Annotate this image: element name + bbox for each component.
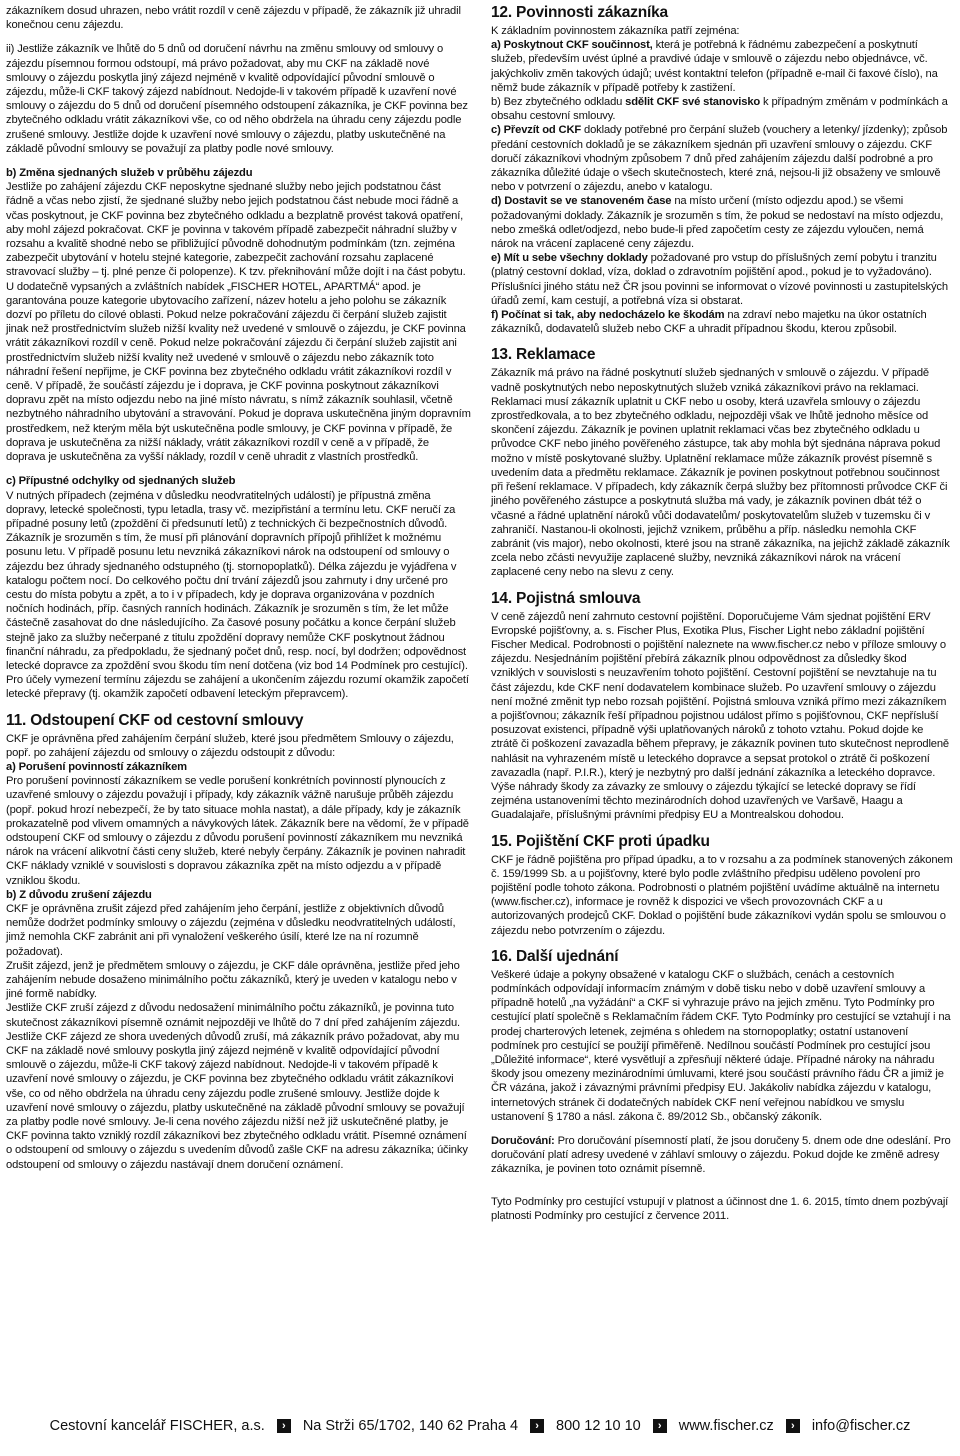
paragraph-continuation: zákazníkem dosud uhrazen, nebo vrátit rozdíl v ceně zájezdu v případě, že zákazník již uhradil konečnou cenu zájezdu. [6,5,461,32]
subsection-c-title: c) Přípustné odchylky od sjednaných služeb [6,475,236,488]
section-12-e-text: požadované pro vstup do příslušných zemí pobytu i tranzitu (platný cestovní doklad, víza, doklad o zdravotním pojištění apod., pokud je to vyžadováno). Příslušníci jiného státu než ČR jsou povinni se informovat o vízové povinnosti u zastupitelských úřadů zemí, kam cestují, a potřebná víza si obstarat. [491,252,948,307]
section-14-text: V ceně zájezdů není zahrnuto cestovní pojištění. Doporučujeme Vám sjednat pojištění ERV Evropské pojišťovny, a. s. Fischer Plus, Exotika Plus, Fischer Light nebo základní pojištění Fischer Medical. Podrobnosti o pojištění naleznete na www.fischer.cz nebo v příloze smlouvy o zájezdu. Nesjednáním pojištění přebírá zákazník plnou odpovědnost za důsledky škod vzniklých v souvislosti s neuzavřením tohoto pojištění. Cestovní pojištění se nevztahuje na tu část zájezdu, kde CKF není dodavatelem kombinace služeb. Po uzavření smlouvy o zájezdu není možné změnit typ nebo rozsah pojištění. Pojistná smlouva vzniká přímo mezi zákazníkem a pojišťovnou; zákazník řeší případnou pojistnou událost přímo s pojišťovnou, CKF nepřísluší posuzovat existenci, případně výši uplatňovaných nároků z tohoto vztahu. Pokud dojde ke ztrátě či poškození zavazadla během přepravy, je zákazník povinen tuto skutečnost neprodleně nahlásit na vyhrazeném místě u leteckého dopravce a sepsat protokol o ztrátě či poškození zavazadla (např. P.I.R.), který je nezbytný pro další jednání zákazníka a leteckého dopravce. Výše náhrady škody za závazky ze smlouvy o zájezdu týkající se letecké dopravy se řídí zejména ustanoveními těchto mezinárodních dohod uzavřených ve Varšavě, Haagu a Guadalajaře, příslušnými právními předpisy EU a Montrealskou dohodou. [491,610,950,822]
left-column [6,4,471,1172]
paragraph-ii: ii) Jestliže zákazník ve lhůtě do 5 dnů od doručení návrhu na změnu smlouvy od smlouvy o zájezdu písemnou formou odstoupí, má právo požadovat, aby mu CKF na základě nové smlouvy o zájezdu poskytla jiný zájezd nejméně v kvalitě odpovídající původní smlouvě o zájezdu, může-li CKF takový zájezd nabídnout. Nedojde-li v takovém případě k uzavření nové smlouvy o zájezdu do 5 dnů od doručení písemného odstoupení zákazníka, je CKF povinna bez zbytečného odkladu vrátit zákazníkovi vše, co od něho obdržela na úhradu ceny zájezdu podle zrušené smlouvy. Jestliže dojde k uzavření nové smlouvy o zájezdu, platby uskutečněné na základě původní smlouvy se považují za platby podle nové smlouvy. [6,43,468,155]
section-13-title: 13. Reklamace [491,346,596,364]
section-14-title: 14. Pojistná smlouva [491,589,641,607]
section-12-title: 12. Povinnosti zákazníka [491,4,668,21]
section-12-b-text: k případným změnám v podmínkách a obsahu cestovní smlouvy. [491,96,948,123]
section-12-b-lead: sdělit CKF své stanovisko [625,96,761,109]
section-12-a-text: která je potřebná k řádnému zabezpečení a poskytnutí služeb, především uvést úplné a pravdivé údaje v smlouvě o zájezdu nebo objednávce, vč. jakýchkoliv změn takových údajů; uvést kontaktní telefon (případně e-mail či faxové číslo), na němž bude zákazník v případě potřeby k zastižení. [491,39,938,94]
arrow-right-box-icon: › [277,1419,291,1433]
section-12-c-text: doklady potřebné pro čerpání služeb (vouchery a letenky/ jízdenky); způsob předání cestovních dokladů je se zákazníkem sjednán při uzavření smlouvy o zájezdu. CKF doručí zákazníkovi vhodným způsobem 7 dnů před zahájením zájezdu další podrobné a pro zákazníka důležité údaje o všech skutečnostech, které zná, nejsou-li již obsaženy ve smlouvě nebo v potvrzení o zájezdu, anebo v katalogu. [491,124,948,194]
section-11-b-text: CKF je oprávněna zrušit zájezd před zahájením jeho čerpání, jestliže z objektivních důvodů nemůže dodržet podmínky smlouvy o zájezdu (zejména v důsledku neodvratitelných událostí, jimž nemohla CKF zabránit ani při vynaložení veškerého úsilí, které lze na ní rozumně požadovat). [6,902,456,958]
section-12-intro: K základním povinnostem zákazníka patří zejména: [491,25,740,37]
section-12-e [491,251,953,308]
section-11-b-text-3: Jestliže CKF zruší zájezd z důvodu nedosažení minimálního počtu zákazníků, je povinna tuto skutečnost zákazníkovi písemně oznámit nejpozději ve lhůtě do 7 dní před zahájením zájezdu. [6,1002,461,1029]
arrow-right-box-icon: › [786,1419,800,1433]
right-column [491,4,953,1233]
section-12-d [491,194,953,251]
footer-email-link[interactable]: info@fischer.cz [811,1418,911,1434]
footer-web-link[interactable]: www.fischer.cz [678,1418,774,1434]
subsection-b-text: Jestliže po zahájení zájezdu CKF neposkytne sjednané služby nebo jejich podstatnou část řádně a včas nebo zjistí, že sjednané služby nebo jejich podstatnou část nebude moci řádně a včas poskytnout, je CKF povinna bez zbytečného odkladu a bezplatně provést taková opatření, aby mohl zájezd pokračovat. CKF je povinna v takovém případě zabezpečit náhradní služby v rozsahu a kvalitě shodné nebo se přibližující původně dohodnutým podmínkám (tzn. zejména zabezpečit ubytování v hotelu stejné kategorie, zabezpečit zachování rozsahu zaplacené stravovací služby – tj. plné penze či polopenze). K tzv. překnihování může dojít i na část pobytu. U dodatečně vypsaných a zvláštních nabídek „FISCHER HOTEL, APARTMÁ“ apod. je garantována pouze kategorie ubytovacího zařízení, název hotelu a jeho polohu se zákazník dozví po příletu do cílové oblasti. Pokud nelze pokračování zájezdu či čerpání služeb zajistit jinak než prostřednictvím služeb nižší kvality než uvedené v smlouvě o zájezdu, je CKF povinna vrátit zákazníkovi rozdíl v ceně. Pokud nelze pokračování zájezdu či čerpání služeb zajistit ani prostřednictvím služeb nižší kvality než uvedené v smlouvě o zájezdu nebo zákazník toto náhradní řešení nepřijme, je CKF povinna bez zbytečného odkladu vrátit zákazníkovi rozdíl v ceně. V případě, že součástí zájezdu je i doprava, je CKF povinna poskytnout zákazníkovi dopravu zpět na místo odjezdu nebo na jiné místo návratu, s nímž zákazník souhlasil, včetně nezbytného náhradního ubytování a stravování. Pokud je doprava uskutečněna jiným dopravním prostředkem, než kterým měla být uskutečněna podle smlouvy, je CKF povinna v případě, že doprava je uskutečněna za nižší náklady, vrátit zákazníkovi rozdíl v ceně a v případě, že doprava je uskutečněna za vyšší náklady, rozdíl v ceně uhradit z vlastních prostředků. [6,181,471,464]
section-12-f-text: na zdraví nebo majetku na úkor ostatních zákazníků, dodavatelů služeb nebo CKF a uhradit případnou škodu, kterou způsobil. [491,309,927,336]
arrow-right-box-icon: › [530,1419,544,1433]
delivery-text: Pro doručování písemností platí, že jsou doručeny 5. dnem ode dne odeslání. Pro doručování platí adresy uvedené v záhlaví smlouvy o zájezdu. Pokud dojde ke změně adresy zákazníka, je povinen toto oznámit písemně. [491,1135,951,1176]
arrow-right-box-icon: › [653,1419,667,1433]
section-12-c [491,123,953,194]
section-12-b-pre: b) Bez zbytečného odkladu [491,96,626,109]
validity-paragraph: Tyto Podmínky pro cestující vstupují v platnost a účinnost dne 1. 6. 2015, tímto dnem pozbývají platnosti Podmínky pro cestující z července 2011. [491,1195,949,1222]
section-11-a-text: Pro porušení povinností zákazníkem se vedle porušení konkrétních povinností plynoucích z uzavřené smlouvy o zájezdu považují i případy, kdy zákazník vážně narušuje průběh zájezdu (popř. pokud hrozí nebezpečí, že by tato situace mohla nastat), a dále případy, kdy je zákazník prokazatelně pod vlivem omamných a návykových látek. Zákazník bere na vědomí, že v případě odstoupení CKF od smlouvy o zájezdu z důvodu porušení povinností zákazníkem mu nevzniká nárok na vrácení alikvotní části ceny služeb, které nebyly čerpány. Zákazník je povinen nahradit CKF náklady vzniklé v souvislosti s dopravou zákazníka zpět na místo odjezdu a v případě vzniklou škodu. [6,775,469,887]
delivery-paragraph [491,1134,953,1177]
section-12-f-lead: f) Počínat si tak, aby nedocházelo ke škodám [491,309,725,322]
delivery-lead: Doručování: [491,1135,555,1148]
footer-phone[interactable]: 800 12 10 10 [556,1418,641,1434]
section-12-a [491,38,953,95]
section-16-title: 16. Další ujednání [491,947,619,965]
section-11-intro: CKF je oprávněna před zahájením čerpání služeb, které jsou předmětem Smlouvy o zájezdu, popř. po zahájení zájezdu od smlouvy o zájezdu odstoupit z důvodu: [6,732,454,759]
section-12-e-lead: e) Mít u sebe všechny doklady [491,252,648,265]
section-16-text: Veškeré údaje a pokyny obsažené v katalogu CKF o službách, cenách a cestovních podmínkách odpovídají informacím známým v době tisku nebo v době uzavření smlouvy a případně hotelů „na vyžádání“ a CKF si vyhrazuje právo na jejich změnu. Tyto Podmínky pro cestující platí společně s Reklamačním řádem CKF. Tyto Podmínky pro cestující se vztahují i na prodej charterových letenek, zejména s ohledem na stornopoplatky; ostatní ustanovení podmínek pro cestující se použijí přiměřeně. Nedílnou součástí Podmínek pro cestující jsou „Důležité informace“, které vysvětlují a zpřesňují některé údaje. Případné nároky na náhradu škody jsou omezeny mezinárodními úmluvami, které jsou součástí právního řádu ČR a jimiž je ČR vázána, jakož i závaznými právními předpisy EU. Jakákoliv nabídka zájezdu v katalogu, internetových stránek či dodatečných nabídek CKF není veřejnou nabídkou ve smyslu ustanovení § 1780 a násl. zákona č. 89/2012 Sb., občanský zákoník. [491,968,951,1123]
footer-contact-bar [0,1411,960,1441]
section-12-d-lead: d) Dostavit se ve stanoveném čase [491,195,672,208]
subsection-b-title: b) Změna sjednaných služeb v průběhu zájezdu [6,167,253,180]
section-12-c-lead: c) Převzít od CKF [491,124,582,137]
section-15-title: 15. Pojištění CKF proti úpadku [491,832,710,850]
section-12-f [491,308,953,336]
subsection-c-text: V nutných případech (zejména v důsledku neodvratitelných událostí) je přípustná změna dopravy, letecké společnosti, typu letadla, trasy vč. mezipřistání a termínu letu. CKF neručí za případné posuny letů (zpoždění či předsunutí letů) z technických či bezpečnostních důvodů. Zákazník je srozuměn s tím, že musí při plánování dopravních přípojů přihlížet k možnému posunu letu. V případě posunu letu nevzniká zákazníkovi nárok na odstoupení od smlouvy o zájezdu bez úhrady sjednaného odstupného (tj. stornopoplatků). Délka zájezdu je vyjádřena v katalogu počtem nocí. Do celkového počtu dní trvání zájezdů jsou zahrnuty i dny určené pro cestu do místa pobytu a zpět, a to i v případech, kdy je doprava organizována v pozdních nočních hodinách, příp. časných ranních hodinách. Zákazník je srozuměn s tím, že let může částečně zasahovat do dne následujícího. Za časové posuny počátku a konce čerpání služeb stejně jako za služby nečerpané z titulu zpoždění dopravy nemůže CKF poskytnout žádnou finanční náhradu, za předpokladu, že sjednaný počet dnů, resp. nocí, byl dodržen; odpovědnost letecké dopravce za zpoždění svou škodu tím není dotčena (viz bod 14 Podmínek pro cestující). Pro účely vymezení termínu zájezdu se zahájení a ukončením zájezdu rozumí okamžik započetí letecké přepravy (tj. okamžik započetí odbavení leteckým přepravcem). [6,489,469,701]
section-11-a-title: a) Porušení povinností zákazníkem [6,760,187,773]
section-13-text: Zákazník má právo na řádné poskytnutí služeb sjednaných v smlouvě o zájezdu. V případě vadně poskytnutých nebo neposkytnutých služeb vzniká zákazníkovi právo na reklamaci. Reklamaci musí zákazník uplatnit u CKF nebo u osoby, která uzavřela smlouvy o zájezdu zprostředkovala, a to bez zbytečného odkladu, nejpozději však ve lhůtě jednoho měsíce od skončení zájezdu. Zákazník je povinen uplatnit reklamaci včas bez zbytečného odkladu u průvodce CKF nebo jiného pověřeného zástupce, tak aby mohla být sjednána náprava pokud možno v místě poskytované služby. Uplatnění reklamace může zákazník provést písemně s uvedením data a předmětu reklamace. Zákazník je povinen poskytnout potřebnou součinnost při řešení reklamace. V případech, kdy zákazník čerpá služby bez přítomnosti průvodce CKF či jiného pověřeného zástupce a poskytnutá služba má vady, je zákazník povinen dbát též o včasné a řádné uplatnění nároků vůči dodavatelům/ poskytovatelům služeb v tuzemsku či v zahraničí. Nastanou-li okolnosti, jejichž vznikem, průběhu a příp. následku nemohla CKF zabránit (vis major), nebo okolnosti, které jsou na straně zákazníka, na jejichž základě zákazník zcela nebo zčásti nevyužije zaplacené služby, nevzniká zákazníkovi nárok na vrácení zaplacené ceny nebo na slevu z ceny. [491,367,950,579]
section-11-b-title: b) Z důvodu zrušení zájezdu [6,888,152,901]
footer-company: Cestovní kancelář FISCHER, a.s. [49,1418,265,1434]
section-11-b-text-2: Zrušit zájezd, jenž je předmětem smlouvy o zájezdu, je CKF dále oprávněna, jestliže před jeho zahájením nebude dosaženo minimálního počtu zákazníků, který je uveden v katalogu nebo v jiné formě nabídky. [6,959,460,1001]
section-12-a-lead: a) Poskytnout CKF součinnost, [491,39,653,52]
section-11-b-text-4: Jestliže CKF zájezd ze shora uvedených důvodů zruší, má zákazník právo požadovat, aby mu CKF na základě nové smlouvy poskytla jiný zájezd nejméně v kvalitě odpovídající původní smlouvě o zájezdu, může-li CKF takový zájezd nabídnout. Nedojde-li v takovém případě k uzavření nové smlouvy o zájezdu, je CKF povinna bez zbytečného odkladu vrátit zákazníkovi vše, co od něho obdržela na úhradu ceny zájezdu podle zrušené smlouvy. Jestliže dojde k uzavření nové smlouvy o zájezdu, platby uskutečněné na základě původní smlouvy se považují za platby podle nové smlouvy. Je-li cena nového zájezdu nižší než již uskutečněné platby, je CKF povinna takto vzniklý rozdíl zákazníkovi bez zbytečného odkladu vrátit. Písemné oznámení o odstoupení od smlouvy o zájezdu s uvedením důvodů zašle CKF na adresu zákazníka; účinky odstoupení od smlouvy o zájezdu nastávají dnem doručení oznámení. [6,1030,468,1171]
section-12-b [491,95,953,123]
section-12-d-text: na místo určení (místo odjezdu apod.) se všemi požadovanými doklady. Zákazník je srozuměn s tím, že pokud se nedostaví na místo odjezdu, nebo zmešká odlet/odjezd, nebo bude-li před započetím cesty ze zájezdu vyloučen, nemá nárok na vrácení zaplacené ceny zájezdu. [491,195,944,251]
footer-address: Na Strži 65/1702, 140 62 Praha 4 [302,1418,519,1434]
section-11-title: 11. Odstoupení CKF od cestovní smlouvy [6,711,304,729]
section-15-text: CKF je řádně pojištěna pro případ úpadku, a to v rozsahu a za podmínek stanovených zákonem č. 159/1999 Sb. a u pojišťovny, které bylo podle zvláštního předpisu uděleno povolení pro pojištění podle tohoto zákona. Podrobnosti o platném pojištění uvádíme aktuálně na internetu (www.fischer.cz), informace je rovněž k dispozici ve všech provozovnách CKF a u autorizovaných prodejců CKF. Doklad o pojištění bude zákazníkovi vydán spolu se smlouvou o zájezdu nebo potvrzením o zájezdu. [491,853,953,937]
